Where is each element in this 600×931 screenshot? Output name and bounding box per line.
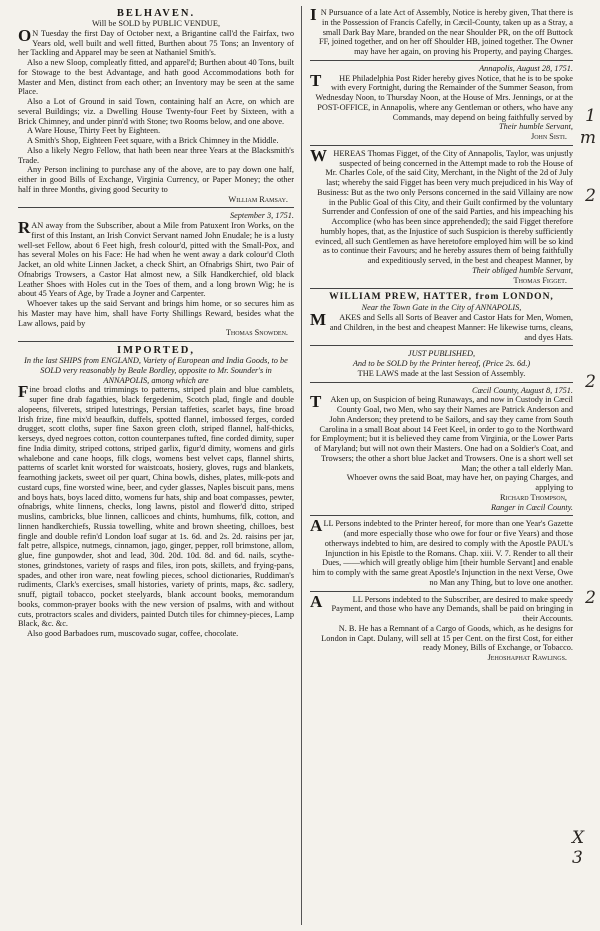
imported-ad [18, 345, 294, 642]
prew-sub: Near the Town Gate in the City of ANNAPOLIS, [361, 303, 522, 313]
debtors-ad [310, 516, 573, 591]
margin-mark-3: 2 [585, 186, 596, 206]
imported-tail: Also good Barbadoes rum, muscovado sugar, coffee, chocolate. [27, 629, 239, 638]
belhaven-title: BELHAVEN. [116, 8, 196, 19]
belhaven-para-7: Any Person inclining to purchase any of the above, are to pay down one half, either in good Bills of Exchange, Virginia Currency, or Paper Money; the other half in three Months, giving good Security to [18, 165, 294, 194]
belhaven-para-1: ON Tuesday the first Day of October next, a Brigantine call'd the Fairfax, two Years old, well built and well fitted, Burthen about 75 Tons; an Inventory of her Tackling and Apparel may be seen at Nathaniel Smith's. [18, 25, 294, 58]
figget-closing: Their obliged humble Servant, [472, 265, 573, 275]
runaways-body: TAken up, on Suspicion of being Runaways, and now in Custody in Cæcil County Goal, two Men, who say their Names are Patrick Anderson and John Anderson; they pretend to be Sailors, and say they came from South Carolina in a small Boat about 14 Feet Keel, in order to go to the Northward for Employment; but it is believed they came from Virginia, or the Lower Parts of Maryland; but will not own their Masters. One had on a Soldier's Coat, and Trowsers; the other a short blue Jacket and Trowsers. One is a short well set Man; the other a tall elderly Man. [310, 392, 573, 473]
belhaven-para-3: Also a Lot of Ground in said Town, containing half an Acre, on which are several Buildings; viz. a Dwelling House Twenty-four Feet by Sixteen, with a Brick Chimney, and under pinn'd with Stone; two Rooms below, and one above. [18, 97, 294, 126]
column-divider [301, 6, 302, 925]
laws-line-3: THE LAWS made at the last Session of Assembly. [357, 368, 526, 378]
runaway-date: September 3, 1751. [229, 211, 294, 221]
post-rider-closing: Their humble Servant, [499, 122, 573, 132]
belhaven-ad [18, 8, 294, 208]
imported-intro: In the last SHIPS from ENGLAND, Variety of European and India Goods, to be SOLD very reasonably by Beale Bordley, opposite to Mr. Sounder's in ANNAPOLIS, among which are [24, 356, 288, 385]
runaway-para-1: RAN away from the Subscriber, about a Mile from Patuxent Iron Works, on the first of this Instant, an Irish Convict Servant named John Enudale; he is a lusty well-set Fellow, about 6 Feet high, fresh colour'd, pitted with the Small-Pox, and has several Moles on his Face: He had when he went away a dark colour'd Cloth Jacket, an old white Linnen Jacket, a check Shirt, an Ofnabrigs Shirt, two Pair of Ofnabrigs Trowsers, a Castor Hat almost new, a Silk Handkerchief, old black Leather Shoes with Holes cut in the Toes of them, and a long brown Wig; he is about 45 Years of Age, by Trade a Joyner and Carpenter. [18, 218, 294, 299]
rawlings-ad [310, 591, 573, 666]
runaways-signature: Richard Thompson, [500, 492, 567, 502]
rawlings-signature: Jehoshaphat Rawlings. [487, 653, 567, 662]
belhaven-para-4: A Ware House, Thirty Feet by Eighteen. [27, 126, 161, 136]
debtors-body: ALL Persons indebted to the Printer hereof, for more than one Year's Gazette (and more especially those who owe for four or five Years) and those otherways indebted to him, are desired to comply with the Apostle PAUL's Injunction in his Epistle to the Romans. Chap. xiii. V. 7. Render to all their Dues, ——which will greatly oblige him [their humble Servant] and enable him to comply with the same great Apostle's Injunction in the next Verse, Owe no Man any Thing, but to love one another. [310, 516, 573, 587]
rawlings-body: ALL Persons indebted to the Subscriber, are desired to make speedy Payment, and those who have any Demands, shall be paid on bringing in their Accounts. [310, 591, 573, 623]
right-column [310, 8, 573, 925]
post-rider-signature: John Sisti. [531, 132, 567, 141]
handwritten-margin-marks [572, 0, 600, 931]
prew-ad [310, 292, 573, 346]
laws-line-2: And to be SOLD by the Printer hereof, (Price 2s. 6d.) [352, 359, 531, 368]
belhaven-para-5: A Smith's Shop, Eighteen Feet square, with a Brick Chimney in the Middle. [27, 136, 279, 145]
runaways-date: Cæcil County, August 8, 1751. [471, 385, 573, 395]
prew-body: MAKES and Sells all Sorts of Beaver and Castor Hats for Men, Women, and Children, in the best and cheapest Manner: He likewise turns, cleans, and dyes Hats. [310, 310, 573, 342]
imported-body: Fine broad cloths and trimmings to patterns, striped plain and blue camblets, super fine drab fagathies, black fergedenim, Scotch plad, fingle and double alopeens, filverets, striped lutestrings, Persian taffeties, scarlet bays, fine broad Irish frize, fine mix'd beaufkin, duffels, spotted flannel, imbossed ferges, corded drugget, scott cloths, super fine Saxon green cloth, striped flannel, half-thicks, kerseys, dyed negroes cotton, cotton counterpanes tufted, fine corded dimity, super fine India dimity, striped cottons, striped garlix, figur'd dimity, womens and girls whalebone and cane hoops, filk clogs, womens best velvet caps, flannel shirts, patterns of scarlet knit worsted for waistcoats, hosiery, gloves, rugs and blankets, fearnothing jackets, sweet oil per quart, China bowls, dishes, plates, milk-pots and custard cups, fine worsted wine, beer, and cyder glasses, Naples biscuit pans, mens and boys hats, boys laced ditto, womens fur hats, ship and boat compasses, pewter, ofnabrigs, white linnens, checks, long lawns, pistol and flower'd ditto, striped muslins, cambricks, blue linnen, callicoes and chints, humhums, filk, cotton, and linnen handkerchiefs, Russia towelling, white and brown sheeting, chilloes, best fingle and double refin'd London loaf sugar at 1s. 6d. and 2s. 2d. raisins per jar, falt petre, allspice, nutmegs, cinnamon, jago, ginger, pepper, roll brimstone, allom, glue, fine gunpowder, shot and lead, 30d. 20d. 10d. 8d. and 6d. nails, scythe-stones, grindstones, variety of rasps and files, iron pots, skillets, and frying-pans, spades, and other iron ware, neat fowling pieces, school dictionaries, Ruddiman's rudiments, Clark's exercises, small histories, variety of prints, maps, &c. sadlery, snuff, pigtail tobacco, pocket steelyards, blank account books, memorandum books, common-prayer books with the new version of psalms, with and without cuts, protractors scales and dividers, painted Dutch tiles for chimney-pieces, Lamp Black, &c. &c. [18, 382, 294, 629]
post-rider-ad [310, 64, 573, 146]
runaway-ad [18, 211, 294, 342]
imported-title: IMPORTED, [116, 345, 195, 356]
laws-line-1: JUST PUBLISHED, [407, 349, 476, 359]
belhaven-signature: William Ramsay. [228, 194, 288, 204]
stray-body: IN Pursuance of a late Act of Assembly, Notice is hereby given, That there is in the Possession of Francis Cafelly, in Cæcil-County, taken up as a Stray, a small Dark Bay Mare, branded on the near Shoulder PR, on the off Buttock FF, joined together, and on her off Shoulder HB, joined together. The Owner may have her again, on proving his Property, and paying Charges. [310, 8, 573, 56]
runaway-para-2: Whoever takes up the said Servant and brings him home, or so secures him as his Master may have him, shall have Forty Shillings Reward, besides what the Law allows, paid by [18, 299, 294, 328]
margin-mark-4: 2 [585, 372, 596, 392]
margin-mark-1: 1 [585, 106, 596, 126]
left-column [18, 8, 294, 925]
figget-body: WHEREAS Thomas Figget, of the City of Annapolis, Taylor, was unjustly suspected of being concerned in the Attempt made to rob the House of Mr. Charles Cole, of the said City, Merchant, in the Night of the 2d of July last; whereby the said Figget has been very much prejudiced in his Way of Business: But as the two only Persons concerned in the said Villainy are now in the Public Goal of this City, and their Guilt confirmed by the voluntary Surrender and Confession of one of the said Parties, and his impeaching his Accomplice (who has been since apprehended); the said Figget therefore humbly hopes, that, as the Injustice of such Suspicion is thereby sufficiently evinced, all such Gentlemen as have heretofore employed him will be so kind as to continue their Favours; and he hereby assures them of being faithfully and expeditiously served, in the best and cheapest Manner, by [310, 145, 573, 265]
figget-ad [310, 145, 573, 290]
figget-signature: Thomas Figget. [513, 275, 567, 285]
prew-title: WILLIAM PREW, HATTER, from LONDON, [329, 292, 554, 303]
post-rider-body: THE Philadelphia Post Rider hereby gives Notice, that he is to be spoke with every Fortnight, during the Remainder of the Summer Season, from Wednesday Noon, to Thursday Noon, at the House of Mrs. Jennings, or at the POST-OFFICE, in Annapolis, where any Gentleman or others, who have any Commands, may depend on being faithfully served by [310, 70, 573, 122]
rawlings-nb: N. B. He has a Remnant of a Cargo of Goods, which, as he designs for London in Capt. Dulany, will sell at 15 per Cent. on the first Cost, for either ready Money, Bills of Exchange, or Tobacco. [321, 623, 573, 653]
runaway-signature: Thomas Snowden. [225, 328, 288, 338]
margin-mark-2: m [579, 128, 596, 148]
runaways-body-2: Whoever owns the said Boat, may have her, on paying Charges, and applying to [346, 473, 573, 492]
margin-mark-6: X 3 [572, 828, 585, 868]
post-rider-date: Annapolis, August 28, 1751. [479, 63, 573, 73]
belhaven-sub: Will be SOLD by PUBLIC VENDUE, [91, 19, 221, 28]
belhaven-para-2: Also a new Sloop, compleatly fitted, and apparel'd; Burthen about 40 Tons, built for Stowage to the best Advantage, and hath good Accommodations both for Master and Men, distinct from each other; an Inventory may be seen at the same Place. [18, 58, 294, 97]
stray-ad [310, 8, 573, 61]
runaways-ad [310, 386, 573, 517]
margin-mark-5: 2 [585, 588, 596, 608]
runaways-role: Ranger in Cæcil County. [490, 502, 573, 512]
belhaven-para-6: Also a likely Negro Fellow, that hath been near three Years at the Blacksmith's Trade. [18, 145, 294, 165]
laws-ad [310, 349, 573, 382]
